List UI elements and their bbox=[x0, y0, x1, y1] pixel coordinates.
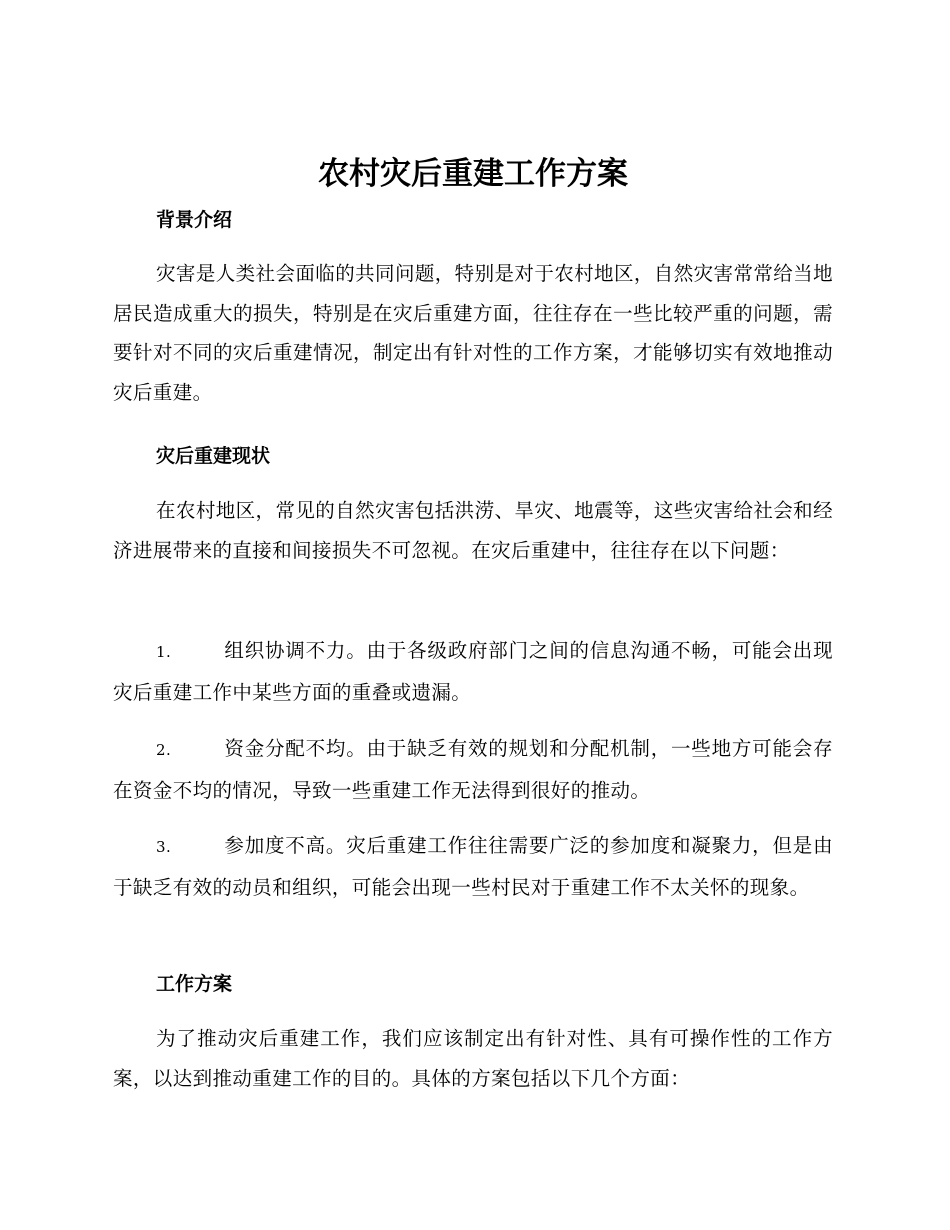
section-heading-status: 灾后重建现状 bbox=[156, 445, 271, 467]
document-title: 农村灾后重建工作方案 bbox=[318, 156, 628, 192]
list-item bbox=[113, 631, 833, 712]
paragraph-status: 在农村地区，常见的自然灾害包括洪涝、旱灾、地震等，这些灾害给社会和经济进展带来的直接和间接损失不可忽视。在灾后重建中，往往存在以下问题： bbox=[113, 499, 833, 562]
section-heading-plan: 工作方案 bbox=[156, 973, 233, 995]
list-item-text: 参加度不高。灾后重建工作往往需要广泛的参加度和凝聚力，但是由于缺乏有效的动员和组织，可能会出现一些村民对于重建工作不太关怀的现象。 bbox=[113, 834, 833, 899]
section-heading-background: 背景介绍 bbox=[156, 209, 233, 231]
list-item-number: 2. bbox=[156, 741, 172, 759]
list-item-number: 1. bbox=[156, 643, 172, 661]
list-item bbox=[113, 826, 833, 907]
list-item-text: 资金分配不均。由于缺乏有效的规划和分配机制，一些地方可能会存在资金不均的情况，导致一些重建工作无法得到很好的推动。 bbox=[113, 737, 833, 802]
paragraph-plan: 为了推动灾后重建工作，我们应该制定出有针对性、具有可操作性的工作方案，以达到推动重建工作的目的。具体的方案包括以下几个方面： bbox=[113, 1027, 833, 1090]
list-item-number: 3. bbox=[156, 838, 172, 856]
list-item-text: 组织协调不力。由于各级政府部门之间的信息沟通不畅，可能会出现灾后重建工作中某些方面的重叠或遗漏。 bbox=[113, 639, 833, 704]
list-item bbox=[113, 729, 833, 810]
paragraph-background: 灾害是人类社会面临的共同问题，特别是对于农村地区，自然灾害常常给当地居民造成重大的损失，特别是在灾后重建方面，往往存在一些比较严重的问题，需要针对不同的灾后重建情况，制定出有针对性的工作方案，才能够切实有效地推动灾后重建。 bbox=[113, 262, 833, 404]
